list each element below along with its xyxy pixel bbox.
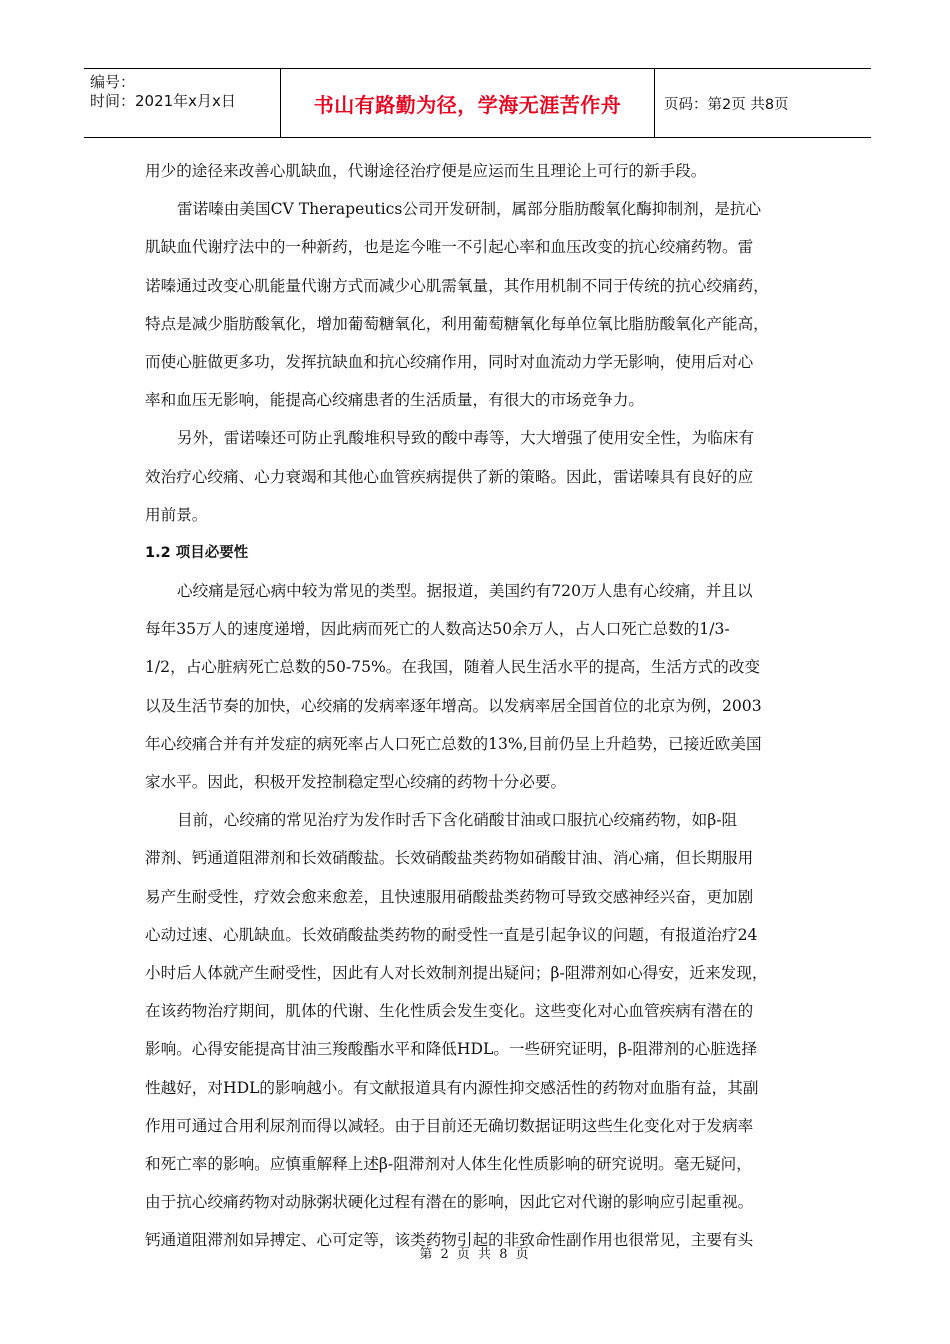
document-body [145,152,810,1259]
body-line: 以及生活节奏的加快，心绞痛的发病率逐年增高。以发病率居全国首位的北京为例，2003 [145,696,762,715]
body-line: 作用可通过合用利尿剂而得以减轻。由于目前还无确切数据证明这些生化变化对于发病率 [145,1116,754,1135]
body-line: 每年35万人的速度递增，因此病而死亡的人数高达50余万人，占人口死亡总数的1/3- [145,620,730,639]
section-heading: 1.2 项目必要性 [145,544,249,561]
body-line: 用前景。 [145,505,208,524]
body-line: 肌缺血代谢疗法中的一种新药，也是迄今唯一不引起心率和血压改变的抗心绞痛药物。雷 [145,238,754,257]
header-meta-cell [84,69,280,137]
body-line: 由于抗心绞痛药物对动脉粥状硬化过程有潜在的影响，因此它对代谢的影响应引起重视。 [145,1193,754,1212]
body-line: 1/2，占心脏病死亡总数的50-75%。在我国，随着人民生活水平的提高，生活方式的改变 [145,658,761,677]
body-line: 诺嗪通过改变心肌能量代谢方式而减少心肌需氧量，其作用机制不同于传统的抗心绞痛药， [145,276,769,295]
page-info: 页码：第2页 共8页 [664,96,789,113]
body-line: 率和血压无影响，能提高心绞痛患者的生活质量，有很大的市场竞争力。 [145,391,645,410]
body-line: 小时后人体就产生耐受性，因此有人对长效制剂提出疑问；β-阻滞剂如心得安，近来发现， [145,963,768,982]
date-label: 时间：2021年x月x日 [90,92,236,110]
body-line: 在该药物治疗期间，肌体的代谢、生化性质会发生变化。这些变化对心血管疾病有潜在的 [145,1002,754,1021]
body-line: 性越好，对HDL的影响越小。有文献报道具有内源性抑交感活性的药物对血脂有益，其副 [145,1078,759,1097]
body-line: 心绞痛是冠心病中较为常见的类型。据报道，美国约有720万人患有心绞痛，并且以 [177,582,753,601]
body-line: 钙通道阻滞剂如异搏定、心可定等，该类药物引起的非致命性副作用也很常见，主要有头 [145,1231,754,1250]
body-line: 目前，心绞痛的常见治疗为发作时舌下含化硝酸甘油或口服抗心绞痛药物，如β-阻 [177,811,738,830]
body-line: 影响。心得安能提高甘油三羧酸酯水平和降低HDL。一些研究证明，β-阻滞剂的心脏选择 [145,1040,758,1059]
number-label: 编号： [90,73,136,91]
body-line: 易产生耐受性，疗效会愈来愈差，且快速服用硝酸盐类药物可导致交感神经兴奋，更加剧 [145,887,754,906]
page-footer: 第 2 页 共 8 页 [419,1247,531,1262]
body-line: 滞剂、钙通道阻滞剂和长效硝酸盐。长效硝酸盐类药物如硝酸甘油、消心痛，但长期服用 [145,849,754,868]
body-line: 另外，雷诺嗪还可防止乳酸堆积导致的酸中毒等，大大增强了使用安全性，为临床有 [177,429,754,448]
body-line: 而使心脏做更多功，发挥抗缺血和抗心绞痛作用，同时对血流动力学无影响，使用后对心 [145,352,754,371]
body-line: 和死亡率的影响。应慎重解释上述β-阻滞剂对人体生化性质影响的研究说明。毫无疑问， [145,1154,752,1173]
header-motto-cell [280,69,655,137]
document-header [84,68,871,138]
body-line: 家水平。因此，积极开发控制稳定型心绞痛的药物十分必要。 [145,773,567,791]
motto-text: 书山有路勤为径，学海无涯苦作舟 [313,92,622,117]
body-line: 年心绞痛合并有并发症的病死率占人口死亡总数的13%,目前仍呈上升趋势，已接近欧美国 [145,734,762,753]
body-line: 用少的途径来改善心肌缺血，代谢途径治疗便是应运而生且理论上可行的新手段。 [145,162,707,180]
body-line: 雷诺嗪由美国CV Therapeutics公司开发研制，属部分脂肪酸氧化酶抑制剂，是抗心 [177,200,762,219]
body-line: 特点是减少脂肪酸氧化，增加葡萄糖氧化，利用葡萄糖氧化每单位氧比脂肪酸氧化产能高， [145,314,769,333]
body-line: 心动过速、心肌缺血。长效硝酸盐类药物的耐受性一直是引起争议的问题，有报道治疗24 [145,925,758,944]
body-line: 效治疗心绞痛、心力衰竭和其他心血管疾病提供了新的策略。因此，雷诺嗪具有良好的应 [145,467,754,486]
